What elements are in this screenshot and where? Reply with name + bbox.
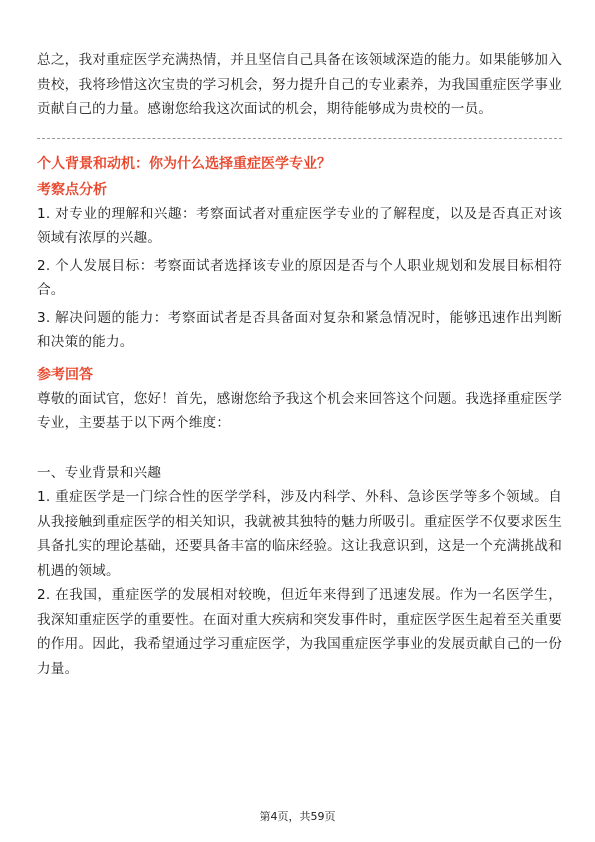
page-number: 第4页，共59页 [259,810,336,823]
analysis-item-3: 3. 解决问题的能力：考察面试者是否具备面对复杂和紧急情况时，能够迅速作出判断和决策的能力。 [37,309,562,350]
answer-opening: 尊敬的面试官，您好！首先，感谢您给予我这个机会来回答这个问题。我选择重症医学专业，主要基于以下两个维度： [37,390,562,431]
page-content [37,48,562,681]
answer-point-1: 1. 重症医学是一门综合性的医学学科，涉及内科学、外科、急诊医学等多个领域。自从我接触到重症医学的相关知识，我就被其独特的魅力所吸引。重症医学不仅要求医生具备扎实的理论基础，还要具备丰富的临床经验。这让我意识到，这是一个充满挑战和机遇的领域。 [37,489,562,579]
section-divider [37,138,562,139]
answer-heading: 参考回答 [37,366,93,383]
analysis-item-1: 1. 对专业的理解和兴趣：考察面试者对重症医学专业的了解程度，以及是否真正对该领域有浓厚的兴趣。 [37,205,562,246]
answer-point-2: 2. 在我国，重症医学的发展相对较晚，但近年来得到了迅速发展。作为一名医学生，我深知重症医学的重要性。在面对重大疾病和突发事件时，重症医学医生起着至关重要的作用。因此，我希望通过学习重症医学，为我国重症医学事业的发展贡献自己的一份力量。 [37,587,562,677]
closing-paragraph: 总之，我对重症医学充满热情，并且坚信自己具备在该领域深造的能力。如果能够加入贵校，我将珍惜这次宝贵的学习机会，努力提升自己的专业素养，为我国重症医学事业贡献自己的力量。感谢您给我这次面试的机会，期待能够成为贵校的一员。 [37,52,562,117]
question-title: 个人背景和动机：你为什么选择重症医学专业？ [37,155,331,172]
analysis-heading: 考察点分析 [37,181,107,198]
answer-section-title: 一、专业背景和兴趣 [37,464,162,481]
analysis-item-2: 2. 个人发展目标：考察面试者选择该专业的原因是否与个人职业规划和发展目标相符合。 [37,257,562,298]
